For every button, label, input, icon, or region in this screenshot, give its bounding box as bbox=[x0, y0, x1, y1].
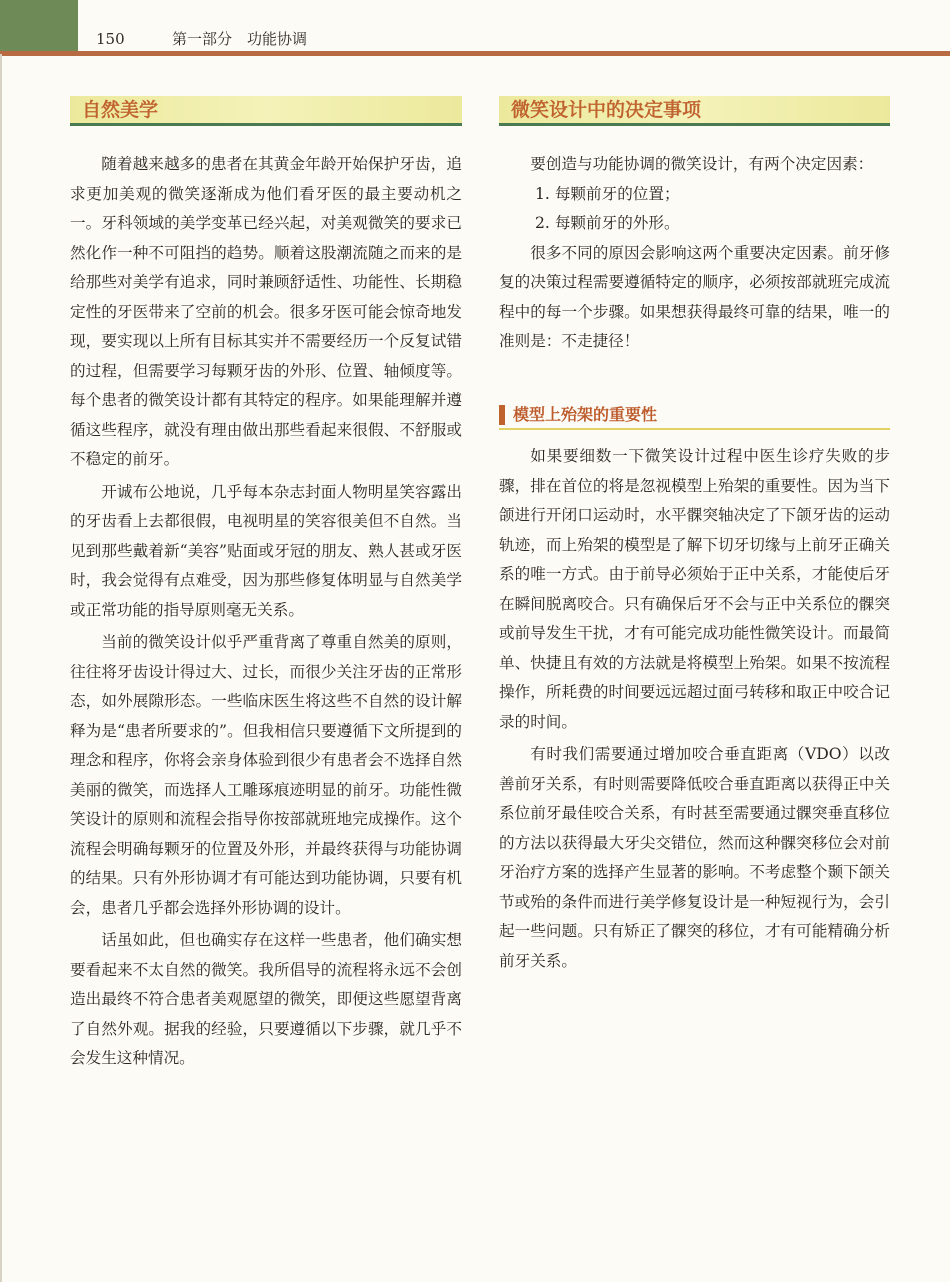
paragraph: 随着越来越多的患者在其黄金年龄开始保护牙齿，追求更加美观的微笑逐渐成为他们看牙医的最主要动机之一。牙科领域的美学变革已经兴起，对美观微笑的要求已然化作一种不可阻挡的趋势。顺着这股潮流随之而来的是给那些对美学有追求，同时兼顾舒适性、功能性、长期稳定性的牙医带来了空前的机会。很多牙医可能会惊奇地发现，要实现以上所有目标其实并不需要经历一个反复试错的过程，但需要学习每颗牙齿的外形、位置、轴倾度等。每个患者的微笑设计都有其特定的程序。如果能理解并遵循这些程序，就没有理由做出那些看起来很假、不舒服或不稳定的前牙。 bbox=[70, 155, 462, 468]
paragraph: 有时我们需要通过增加咬合垂直距离（VDO）以改善前牙关系，有时则需要降低咬合垂直距离以获得正中关系位前牙最佳咬合关系，有时甚至需要通过髁突垂直移位的方法以获得最大牙尖交错位，然而这种髁突移位会对前牙治疗方案的选择产生显著的影响。不考虑整个颞下颌关节或殆的条件而进行美学修复设计是一种短视行为，会引起一些问题。只有矫正了髁突的移位，才有可能精确分析前牙关系。 bbox=[499, 745, 890, 970]
section-heading-label: 微笑设计中的决定事项 bbox=[511, 99, 702, 121]
paragraph: 话虽如此，但也确实存在这样一些患者，他们确实想要看起来不太自然的微笑。我所倡导的流程将永远不会创造出最终不符合患者美观愿望的微笑，即便这些愿望背离了自然外观。据我的经验，只要遵循以下步骤，就几乎不会发生这种情况。 bbox=[70, 931, 462, 1067]
section-heading-natural-aesthetics bbox=[70, 96, 462, 126]
list-item: 1. 每颗前牙的位置； bbox=[535, 184, 680, 203]
right-column-bottom bbox=[499, 442, 890, 976]
right-column-top bbox=[499, 150, 890, 357]
list-item: 2. 每颗前牙的外形。 bbox=[535, 214, 680, 232]
paragraph: 很多不同的原因会影响这两个重要决定因素。前牙修复的决策过程需要遵循特定的顺序，必须按部就班完成流程中的每一个步骤。如果想获得最终可靠的结果，唯一的准则是：不走捷径！ bbox=[499, 243, 890, 350]
section-heading-label: 自然美学 bbox=[82, 99, 159, 121]
corner-tab bbox=[0, 0, 78, 54]
left-column bbox=[70, 150, 462, 1074]
paragraph: 如果要细数一下微笑设计过程中医生诊疗失败的步骤，排在首位的将是忽视模型上殆架的重要性。因为当下颌进行开闭口运动时，水平髁突轴决定了下颌牙齿的运动轨迹，而上殆架的模型是了解下切牙切缘与上前牙正确关系的唯一方式。由于前导必须始于正中关系，才能使后牙在瞬间脱离咬合。只有确保后牙不会与正中关系位的髁突或前导发生干扰，才有可能完成功能性微笑设计。而最简单、快捷且有效的方法就是将模型上殆架。如果不按流程操作，所耗费的时间要远远超过面弓转移和取正中咬合记录的时间。 bbox=[499, 447, 890, 731]
page-number: 150 bbox=[96, 30, 125, 48]
page-edge bbox=[0, 54, 2, 1282]
paragraph: 当前的微笑设计似乎严重背离了尊重自然美的原则，往往将牙齿设计得过大、过长，而很少关注牙齿的正常形态，如外展隙形态。一些临床医生将这些不自然的设计解释为是“患者所要求的”。但我相信只要遵循下文所提到的理念和程序，你将会亲身体验到很少有患者会不选择自然美丽的微笑，而选择人工雕琢痕迹明显的前牙。功能性微笑设计的原则和流程会指导你按部就班地完成操作。这个流程会明确每颗牙的位置及外形，并最终获得与功能协调的结果。只有外形协调才有可能达到功能协调，只要有机会，患者几乎都会选择外形协调的设计。 bbox=[70, 633, 462, 917]
paragraph: 开诚布公地说，几乎每本杂志封面人物明星笑容露出的牙齿看上去都很假，电视明星的笑容很美但不自然。当见到那些戴着新“美容”贴面或牙冠的朋友、熟人甚或牙医时，我会觉得有点难受，因为那些修复体明显与自然美学或正常功能的指导原则毫无关系。 bbox=[70, 482, 462, 619]
subheading-marker bbox=[499, 405, 505, 425]
subheading-articulator bbox=[499, 402, 890, 430]
header-rule bbox=[0, 51, 950, 56]
section-heading-decisions bbox=[499, 96, 890, 126]
running-header: 第一部分 功能协调 bbox=[172, 30, 308, 48]
subheading-label: 模型上殆架的重要性 bbox=[513, 405, 658, 424]
paragraph: 要创造与功能协调的微笑设计，有两个决定因素： bbox=[530, 155, 874, 173]
